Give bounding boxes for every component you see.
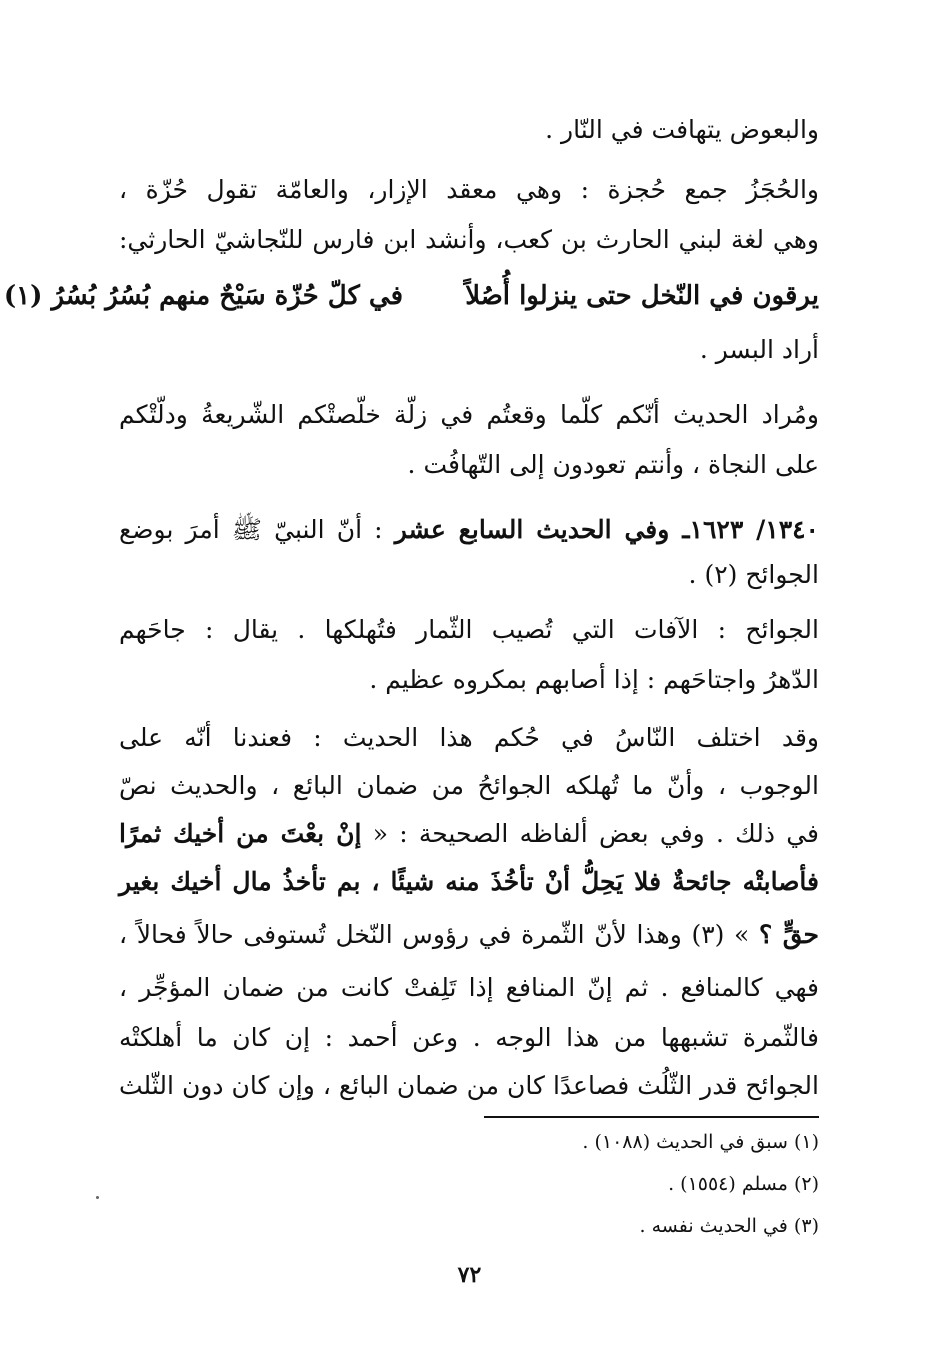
hadith-heading-line: [119, 510, 819, 550]
text-line-16: فهي كالمنافع . ثم إنّ المنافع إذا تَلِفتْ كانت من ضمان المؤجِّر ،: [119, 973, 819, 1002]
scan-speck: [96, 1196, 99, 1199]
verse-hemistich-1: يرقون في النّخل حتى ينزلوا أُصُلاً: [465, 281, 819, 311]
text-line-18: الجوائح قدر الثّلُث فصاعدًا كان من ضمان البائع ، وإن كان دون الثّلث: [119, 1071, 819, 1100]
text-line-1: والبعوض يتهافت في النّار .: [545, 115, 819, 144]
text-line-12: الوجوب ، وأنّ ما تُهلكه الجوائحُ من ضمان البائع ، والحديث نصّ: [119, 771, 819, 800]
page-number: ٧٢: [457, 1262, 482, 1288]
quote-intro: في ذلك . وفي بعض ألفاظه الصحيحة : «: [361, 819, 819, 848]
text-line-11: وقد اختلف النّاسُ في حُكم هذا الحديث : فعندنا أنّه على: [119, 723, 819, 752]
text-line-17: فالثّمرة تشبهها من هذا الوجه . وعن أحمد : إن كان ما أهلكتْه: [119, 1023, 819, 1052]
hadith-text: : أنّ النبيّ ﷺ أمرَ بوضع: [119, 515, 395, 544]
text-line-9: الجوائح : الآفات التي تُصيب الثّمار فتُهلكها . يقال : جاحَهم: [119, 615, 819, 644]
verse-hemistich-2: في كلّ حُزّة سَيْحٌ منهم بُسُرُ بُسُرُ (١): [3, 281, 403, 311]
quote-tail: » (٣) وهذا لأنّ الثّمرة في رؤوس النّخل تُستوفى حالاً فحالاً ،: [119, 920, 760, 949]
text-line-4: أراد البسر .: [699, 335, 819, 364]
footnote-2: (٢) مسلم (١٥٥٤) .: [668, 1173, 819, 1195]
quote-bold-1: إنْ بعْتَ من أخيك ثمرًا: [119, 819, 362, 848]
quote-line-1: [119, 814, 819, 854]
footnote-3: (٣) في الحديث نفسه .: [639, 1215, 819, 1237]
text-line-8: الجوائح (٢) .: [688, 560, 819, 589]
hadith-number: ١٣٤٠/ ١٦٢٣ـ وفي الحديث السابع عشر: [394, 515, 819, 544]
text-line-6: على النجاة ، وأنتم تعودون إلى التّهافُت .: [407, 450, 819, 479]
quote-bold-3: حقٍّ ؟: [759, 920, 819, 949]
text-line-3: وهي لغة لبني الحارث بن كعب، وأنشد ابن فارس للنّجاشيّ الحارثي:: [119, 225, 819, 254]
text-line-2: والحُجَزُ جمع حُجزة : وهي معقد الإزار، والعامّة تقول حُزّة ،: [119, 175, 819, 204]
quote-line-3: [119, 915, 819, 955]
text-line-10: الدّهرُ واجتاحَهم : إذا أصابهم بمكروه عظيم .: [369, 665, 819, 694]
quote-line-2: فأصابتْه جائحةٌ فلا يَحِلُّ أنْ تأخُذَ منه شيئًا ، بم تأخذُ مال أخيك بغير: [119, 867, 819, 896]
footnote-divider: [484, 1116, 819, 1118]
footnote-1: (١) سبق في الحديث (١٠٨٨) .: [582, 1131, 819, 1153]
text-line-5: ومُراد الحديث أنّكم كلّما وقعتُم في زلّة خلّصتْكم الشّريعةُ ودلّتْكم: [119, 400, 819, 429]
